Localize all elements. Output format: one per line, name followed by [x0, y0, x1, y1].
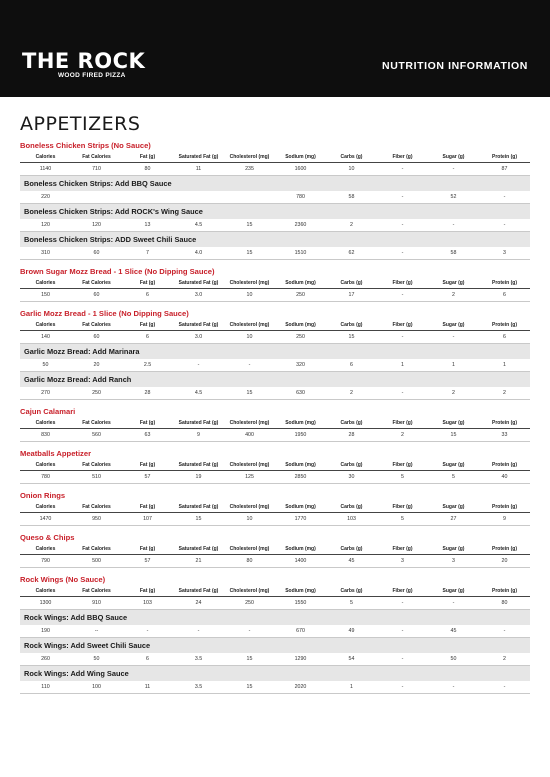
table-cell: 500	[92, 558, 101, 564]
table-cell: 1	[452, 362, 455, 368]
table-cell: 270	[41, 390, 50, 396]
column-header: Carbs (g)	[340, 280, 363, 286]
table-cell: 11	[144, 684, 151, 690]
column-header: Fiber (g)	[392, 504, 413, 510]
table-cell: 1	[401, 362, 404, 368]
table-cell: 9	[197, 432, 200, 438]
table-cell: 3.5	[194, 656, 203, 662]
column-header: Sugar (g)	[442, 154, 465, 160]
table-cell: 17	[348, 292, 355, 298]
table-cell: -	[146, 628, 149, 634]
table-cell: 87	[501, 166, 508, 172]
table-cell: 120	[92, 222, 101, 228]
table-cell: 5	[401, 474, 404, 480]
table-cell: 670	[296, 628, 305, 634]
table-cell: 250	[296, 292, 305, 298]
table-cell: 103	[143, 600, 152, 606]
table-cell: 6	[146, 292, 149, 298]
column-header: Protein (g)	[492, 462, 517, 468]
table-cell: 6	[146, 334, 149, 340]
header-title: NUTRITION INFORMATION	[382, 60, 528, 72]
table-cell: 30	[348, 474, 355, 480]
column-header: Fat (g)	[139, 154, 156, 160]
column-header: Fat (g)	[139, 420, 156, 426]
column-header: Sodium (mg)	[285, 462, 316, 468]
table-cell: 33	[501, 432, 508, 438]
table-cell: 780	[296, 194, 305, 200]
column-header: Cholesterol (mg)	[229, 588, 270, 594]
table-cell: 1	[350, 684, 353, 690]
column-header: Fiber (g)	[392, 546, 413, 552]
table-cell: 3	[452, 558, 455, 564]
table-cell: 57	[144, 474, 151, 480]
column-header: Sodium (mg)	[285, 420, 316, 426]
table-cell: -	[452, 334, 455, 340]
table-row	[20, 471, 530, 484]
table-cell: -	[452, 166, 455, 172]
table-cell: 5	[452, 474, 455, 480]
table-cell: 6	[350, 362, 353, 368]
logo-text: THE ROCK	[22, 49, 146, 73]
addon-title: Boneless Chicken Strips: Add ROCK's Wing Sauce	[20, 204, 530, 219]
table-cell: 1	[503, 362, 506, 368]
column-header: Protein (g)	[492, 154, 517, 160]
table-cell: 5	[401, 516, 404, 522]
column-header: Saturated Fat (g)	[178, 504, 219, 510]
table-cell: 4.5	[194, 390, 203, 396]
column-header-row	[20, 152, 530, 163]
table-cell: 1290	[294, 656, 307, 662]
column-header: Cholesterol (mg)	[229, 420, 270, 426]
column-header: Cholesterol (mg)	[229, 504, 270, 510]
table-cell: 2	[350, 390, 353, 396]
table-cell: 45	[450, 628, 457, 634]
table-cell: 1470	[39, 516, 52, 522]
table-row	[20, 331, 530, 344]
table-cell: -	[401, 194, 404, 200]
item-title: Garlic Mozz Bread - 1 Slice (No Dipping Sauce)	[20, 309, 189, 318]
column-header: Calories	[35, 280, 56, 286]
table-cell: -	[503, 628, 506, 634]
column-header-row	[20, 278, 530, 289]
table-cell: 4.5	[194, 222, 203, 228]
table-cell: 58	[450, 250, 457, 256]
item-title: Boneless Chicken Strips (No Sauce)	[20, 141, 151, 150]
table-row	[20, 625, 530, 638]
table-cell: 3	[503, 250, 506, 256]
table-cell: 20	[93, 362, 100, 368]
table-cell: 190	[41, 628, 50, 634]
column-header: Sodium (mg)	[285, 546, 316, 552]
table-cell: 60	[93, 250, 100, 256]
table-cell: -	[401, 250, 404, 256]
column-header: Fiber (g)	[392, 588, 413, 594]
column-header: Fiber (g)	[392, 154, 413, 160]
column-header: Carbs (g)	[340, 154, 363, 160]
table-cell: 120	[41, 222, 50, 228]
table-cell	[122, 191, 173, 203]
column-header: Cholesterol (mg)	[229, 154, 270, 160]
logo-subtitle: WOOD FIRED PIZZA	[58, 72, 126, 79]
table-cell: 10	[246, 292, 253, 298]
column-header: Cholesterol (mg)	[229, 462, 270, 468]
addon-title: Boneless Chicken Strips: Add BBQ Sauce	[20, 176, 530, 191]
column-header: Calories	[35, 154, 56, 160]
table-cell: 28	[144, 390, 151, 396]
table-cell: 15	[246, 390, 253, 396]
column-header: Fat Calories	[82, 154, 111, 160]
column-header-row	[20, 320, 530, 331]
column-header: Fat Calories	[82, 504, 111, 510]
table-cell: 7	[146, 250, 149, 256]
column-header: Saturated Fat (g)	[178, 546, 219, 552]
table-cell: 15	[246, 222, 253, 228]
table-row	[20, 289, 530, 302]
table-cell: 80	[246, 558, 253, 564]
column-header: Fat (g)	[139, 504, 156, 510]
table-cell: 2360	[294, 222, 307, 228]
table-cell: 1550	[294, 600, 307, 606]
table-cell: -	[452, 684, 455, 690]
column-header: Fat Calories	[82, 546, 111, 552]
table-cell: 1770	[294, 516, 307, 522]
table-cell: 45	[348, 558, 355, 564]
table-row	[20, 681, 530, 694]
column-header: Protein (g)	[492, 420, 517, 426]
table-cell: 49	[348, 628, 355, 634]
column-header: Carbs (g)	[340, 322, 363, 328]
table-cell: 2	[503, 390, 506, 396]
column-header: Saturated Fat (g)	[178, 154, 219, 160]
table-cell: 790	[41, 558, 50, 564]
addon-title: Rock Wings: Add BBQ Sauce	[20, 610, 530, 625]
table-cell: 2	[401, 432, 404, 438]
addon-title: Garlic Mozz Bread: Add Ranch	[20, 372, 530, 387]
table-cell: 58	[348, 194, 355, 200]
table-cell	[224, 191, 275, 203]
column-header: Fat Calories	[82, 588, 111, 594]
table-row	[20, 163, 530, 176]
table-cell: 50	[93, 656, 100, 662]
table-row	[20, 555, 530, 568]
column-header: Calories	[35, 420, 56, 426]
table-cell: 125	[245, 474, 254, 480]
table-cell: 1600	[294, 166, 307, 172]
table-row	[20, 429, 530, 442]
table-cell: 830	[41, 432, 50, 438]
table-cell: 10	[246, 516, 253, 522]
column-header-row	[20, 544, 530, 555]
column-header: Fiber (g)	[392, 322, 413, 328]
table-cell: -	[503, 684, 506, 690]
addon-title: Garlic Mozz Bread: Add Marinara	[20, 344, 530, 359]
table-cell: 630	[296, 390, 305, 396]
column-header: Fiber (g)	[392, 420, 413, 426]
column-header: Protein (g)	[492, 280, 517, 286]
column-header: Saturated Fat (g)	[178, 322, 219, 328]
column-header: Sugar (g)	[442, 588, 465, 594]
table-row	[20, 513, 530, 526]
table-cell: 3.0	[194, 292, 203, 298]
table-cell: 10	[246, 334, 253, 340]
column-header: Sugar (g)	[442, 504, 465, 510]
table-cell: -	[503, 222, 506, 228]
table-cell: 235	[245, 166, 254, 172]
column-header: Fiber (g)	[392, 462, 413, 468]
column-header: Cholesterol (mg)	[229, 322, 270, 328]
table-cell: 57	[144, 558, 151, 564]
column-header: Sodium (mg)	[285, 154, 316, 160]
column-header: Carbs (g)	[340, 546, 363, 552]
column-header: Sugar (g)	[442, 462, 465, 468]
table-cell: -	[248, 628, 251, 634]
table-row	[20, 653, 530, 666]
table-row	[20, 219, 530, 232]
nutrition-tables	[20, 140, 530, 694]
column-header-row	[20, 586, 530, 597]
table-cell: 6	[146, 656, 149, 662]
table-cell: 1400	[294, 558, 307, 564]
table-cell: --	[94, 628, 99, 634]
table-cell: 63	[144, 432, 151, 438]
table-cell: 13	[144, 222, 151, 228]
table-cell: 250	[92, 390, 101, 396]
column-header: Protein (g)	[492, 546, 517, 552]
table-cell: 9	[503, 516, 506, 522]
table-cell: 2.5	[143, 362, 152, 368]
item-title: Cajun Calamari	[20, 407, 76, 416]
column-header: Fiber (g)	[392, 280, 413, 286]
addon-title: Boneless Chicken Strips: ADD Sweet Chili Sauce	[20, 232, 530, 247]
table-row	[20, 191, 530, 204]
column-header: Carbs (g)	[340, 588, 363, 594]
column-header: Protein (g)	[492, 588, 517, 594]
table-cell: 910	[92, 600, 101, 606]
table-cell: 150	[41, 292, 50, 298]
column-header: Calories	[35, 322, 56, 328]
column-header: Calories	[35, 588, 56, 594]
column-header: Fat (g)	[139, 588, 156, 594]
table-cell: -	[401, 656, 404, 662]
column-header: Sugar (g)	[442, 420, 465, 426]
table-cell: 4.0	[194, 250, 203, 256]
column-header-row	[20, 460, 530, 471]
item-title: Onion Rings	[20, 491, 66, 500]
column-header: Sodium (mg)	[285, 588, 316, 594]
table-cell: 28	[348, 432, 355, 438]
table-cell: -	[401, 334, 404, 340]
table-cell: 260	[41, 656, 50, 662]
table-cell: 3.5	[194, 684, 203, 690]
table-cell: -	[197, 628, 200, 634]
table-cell: 950	[92, 516, 101, 522]
table-cell: 1950	[294, 432, 307, 438]
column-header: Fat Calories	[82, 420, 111, 426]
column-header: Fat (g)	[139, 322, 156, 328]
table-cell: 2	[452, 292, 455, 298]
table-cell: 780	[41, 474, 50, 480]
item-title: Queso & Chips	[20, 533, 75, 542]
table-cell: 11	[195, 166, 202, 172]
table-row	[20, 387, 530, 400]
column-header: Carbs (g)	[340, 420, 363, 426]
page-header	[0, 0, 550, 97]
column-header: Carbs (g)	[340, 462, 363, 468]
table-cell: 6	[503, 292, 506, 298]
column-header: Fat (g)	[139, 462, 156, 468]
table-cell: 310	[41, 250, 50, 256]
table-row	[20, 597, 530, 610]
column-header-row	[20, 502, 530, 513]
column-header: Sugar (g)	[442, 280, 465, 286]
table-cell: -	[452, 600, 455, 606]
table-cell: 140	[41, 334, 50, 340]
table-cell: 54	[348, 656, 355, 662]
table-row	[20, 359, 530, 372]
table-cell: 560	[92, 432, 101, 438]
table-cell: -	[401, 166, 404, 172]
column-header: Calories	[35, 504, 56, 510]
table-cell: 15	[246, 250, 253, 256]
column-header: Protein (g)	[492, 504, 517, 510]
table-cell: 510	[92, 474, 101, 480]
table-cell: 250	[245, 600, 254, 606]
table-cell: 2	[350, 222, 353, 228]
table-cell: 15	[450, 432, 457, 438]
column-header: Saturated Fat (g)	[178, 588, 219, 594]
table-cell	[71, 191, 122, 203]
table-cell: 2850	[294, 474, 307, 480]
table-cell: -	[401, 390, 404, 396]
table-cell: 220	[41, 194, 50, 200]
column-header: Sodium (mg)	[285, 322, 316, 328]
table-cell: 320	[296, 362, 305, 368]
column-header: Saturated Fat (g)	[178, 462, 219, 468]
table-cell: 2	[503, 656, 506, 662]
addon-title: Rock Wings: Add Sweet Chili Sauce	[20, 638, 530, 653]
column-header: Cholesterol (mg)	[229, 280, 270, 286]
column-header: Protein (g)	[492, 322, 517, 328]
column-header: Sugar (g)	[442, 546, 465, 552]
table-cell: 710	[92, 166, 101, 172]
brand-logo	[22, 51, 192, 87]
table-cell: 3.0	[194, 334, 203, 340]
table-cell: 6	[503, 334, 506, 340]
table-cell: -	[401, 684, 404, 690]
table-cell: 27	[450, 516, 457, 522]
addon-title: Rock Wings: Add Wing Sauce	[20, 666, 530, 681]
column-header: Fat Calories	[82, 322, 111, 328]
column-header: Fat Calories	[82, 280, 111, 286]
column-header: Calories	[35, 546, 56, 552]
table-cell: 19	[195, 474, 202, 480]
item-title: Meatballs Appetizer	[20, 449, 92, 458]
table-row	[20, 247, 530, 260]
table-cell: 80	[501, 600, 508, 606]
table-cell	[173, 191, 224, 203]
table-cell: 3	[401, 558, 404, 564]
column-header: Cholesterol (mg)	[229, 546, 270, 552]
table-cell: 50	[42, 362, 49, 368]
table-cell: 1510	[294, 250, 307, 256]
table-cell: 15	[195, 516, 202, 522]
table-cell: 21	[195, 558, 202, 564]
table-cell: 50	[450, 656, 457, 662]
column-header: Fat (g)	[139, 546, 156, 552]
table-cell: 24	[195, 600, 202, 606]
table-cell: 20	[501, 558, 508, 564]
table-cell: 10	[348, 166, 355, 172]
table-cell: 250	[296, 334, 305, 340]
section-title: APPETIZERS	[20, 113, 141, 135]
item-title: Brown Sugar Mozz Bread - 1 Slice (No Dipping Sauce)	[20, 267, 215, 276]
column-header: Sugar (g)	[442, 322, 465, 328]
table-cell: 110	[41, 684, 50, 690]
table-cell: 80	[144, 166, 151, 172]
table-cell: 103	[347, 516, 356, 522]
table-cell: 2	[452, 390, 455, 396]
table-cell: -	[401, 292, 404, 298]
table-cell: 100	[92, 684, 101, 690]
table-cell: 62	[348, 250, 355, 256]
column-header-row	[20, 418, 530, 429]
table-cell: 15	[348, 334, 355, 340]
table-cell: 1300	[39, 600, 52, 606]
column-header: Calories	[35, 462, 56, 468]
table-cell: -	[248, 362, 251, 368]
table-cell: -	[401, 628, 404, 634]
table-cell: 60	[93, 334, 100, 340]
table-cell: 60	[93, 292, 100, 298]
column-header: Fat Calories	[82, 462, 111, 468]
column-header: Carbs (g)	[340, 504, 363, 510]
column-header: Sodium (mg)	[285, 504, 316, 510]
table-cell: -	[503, 194, 506, 200]
column-header: Fat (g)	[139, 280, 156, 286]
table-cell: -	[401, 222, 404, 228]
column-header: Sodium (mg)	[285, 280, 316, 286]
table-cell: 52	[450, 194, 457, 200]
column-header: Saturated Fat (g)	[178, 420, 219, 426]
table-cell: -	[401, 600, 404, 606]
table-cell: 1140	[39, 166, 52, 172]
item-title: Rock Wings (No Sauce)	[20, 575, 106, 584]
table-cell: 5	[350, 600, 353, 606]
column-header: Saturated Fat (g)	[178, 280, 219, 286]
table-cell: 15	[246, 656, 253, 662]
table-cell: 40	[501, 474, 508, 480]
table-cell: 400	[245, 432, 254, 438]
table-cell: 15	[246, 684, 253, 690]
table-cell: 2020	[294, 684, 307, 690]
table-cell: 107	[143, 516, 152, 522]
table-cell: -	[452, 222, 455, 228]
table-cell: -	[197, 362, 200, 368]
